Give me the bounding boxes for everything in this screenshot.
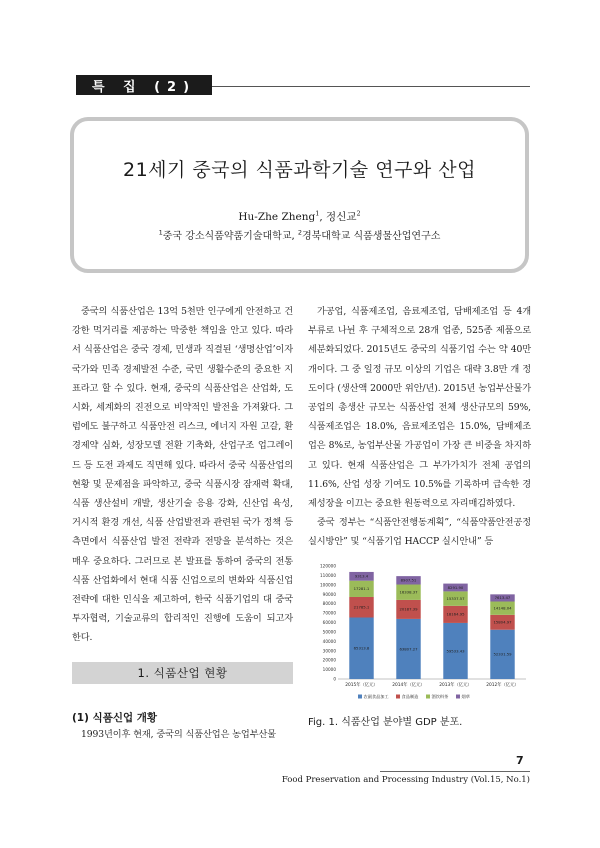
bar-value-label: 17281.1 — [353, 586, 370, 592]
right-paragraph-2: 중국 정부는 “식품안전행동계획”, “식품약품안전공정실시방안” 및 “식품기업 HACCP 실시안내” 등 — [308, 517, 531, 548]
section-body — [72, 725, 293, 744]
right-column — [308, 302, 531, 552]
bar-value-label: 18164.95 — [446, 611, 465, 617]
intro-paragraph: 중국의 식품산업은 13억 5천만 인구에게 안전하고 건강한 먹거리를 제공하는 막중한 책임을 안고 있다. 따라서 식품산업은 중국 경제, 민생과 직결된 ‘생명산업’이자 국가와 민족 경제발전 수준, 국민 생활수준의 중요한 지표라고 할 수 있다. 현재, 중국의 식품산업은 산업화, 도시화, 세계화의 진전으로 비약적인 발전을 가져왔다. 그럼에도 불구하고 식품안전 리스크, 에너지 자원 고갈, 환경제약 심화, 성장모델 전환 기축화, 산업구조 업그레이드 등 도전 과제도 직면해 있다. 따라서 중국 식품산업의 현황 및 문제점을 파악하고, 중국 식품시장 잠재력 확대, 식품 생산설비 개발, 생산기술 응용 강화, 신산업 육성, 거시적 환경 개선, 식품 산업발전과 관련된 국가 정책 등 측면에서 식품산업 발전 전략과 전망을 분석하는 것은 매우 중요하다. 그러므로 본 발표를 통하여 중국의 전통 식품 산업화에서 현대 식품 신업으로의 변화와 식품신업 전략에 대한 인식을 제고하여, 한국 식품기업의 대 중국 투자협력, 기술교류의 합리적인 진행에 도움이 되고자 한다. — [72, 306, 293, 644]
author-2-sup: 2 — [356, 209, 361, 218]
bar-value-label: 14148.04 — [493, 605, 512, 611]
y-tick-label: 10000 — [322, 667, 336, 673]
journal-citation: Food Preservation and Processing Industry (Vol.15, No.1) — [281, 775, 530, 785]
bar-value-label: 59533.43 — [446, 648, 465, 654]
bar-value-label: 8291.90 — [447, 584, 464, 590]
affiliations — [74, 227, 525, 242]
y-tick-label: 30000 — [322, 648, 336, 654]
bar-value-label: 15337.57 — [446, 595, 465, 601]
y-tick-label: 40000 — [322, 638, 336, 644]
affil-2: 경북대학교 식품생물산업연구소 — [301, 231, 441, 242]
y-tick-label: 110000 — [320, 572, 336, 578]
bar-value-label: 65313.8 — [353, 645, 370, 651]
y-tick-label: 0 — [333, 676, 336, 682]
left-column — [72, 302, 293, 648]
figure-caption: Fig. 1. 식품산업 분야별 GDP 분포. — [308, 717, 463, 728]
article-title: 21세기 중국의 식품과학기술 연구와 산업 — [123, 159, 476, 181]
bar-value-label: 9313.4 — [354, 573, 369, 579]
affil-1: 중국 강소식품약품기술대학교, — [162, 231, 298, 242]
bar-value-label: 21785.1 — [353, 604, 370, 610]
author-1: Hu-Zhe Zheng — [238, 211, 316, 223]
y-tick-label: 80000 — [322, 601, 336, 607]
legend-swatch — [358, 695, 362, 699]
legend-swatch — [426, 695, 430, 699]
x-tick-label: 2013年（亿元） — [439, 683, 472, 688]
section-first-line: 1993년이후 현재, 중국의 식품산업은 농업부산물 — [81, 729, 277, 740]
bar-value-label: 15804.97 — [493, 619, 512, 625]
x-tick-label: 2012年（亿元） — [486, 683, 519, 688]
section-heading: 1. 식품산업 현황 — [72, 662, 293, 684]
y-tick-label: 70000 — [322, 610, 336, 616]
bar-value-label: 20187.39 — [399, 606, 418, 612]
author-1-sup: 1 — [315, 209, 320, 218]
legend-label: 食品制造 — [401, 694, 419, 699]
y-tick-label: 120000 — [320, 563, 336, 569]
bar-value-label: 8907.51 — [400, 577, 417, 583]
x-tick-label: 2014年（亿元） — [392, 683, 425, 688]
author-2: 정신교 — [326, 211, 357, 223]
subsection-heading: (1) 식품신업 개황 — [72, 712, 158, 724]
header-rule — [212, 86, 530, 87]
affil-2-sup: 2 — [297, 228, 302, 237]
y-tick-label: 60000 — [322, 620, 336, 625]
y-tick-label: 20000 — [322, 657, 336, 663]
legend-swatch — [396, 695, 400, 699]
author-sep: , — [319, 211, 327, 223]
special-issue-label: 특 집 (2) — [76, 75, 212, 95]
bar-value-label: 63807.27 — [399, 646, 418, 652]
legend-label: 烟草 — [461, 694, 470, 699]
y-tick-label: 50000 — [322, 629, 336, 635]
authors — [74, 209, 525, 224]
gdp-chart — [308, 560, 531, 705]
y-tick-label: 100000 — [320, 582, 336, 588]
legend-label: 农副食品加工 — [363, 694, 389, 699]
bar-value-label: 16338.37 — [399, 589, 418, 595]
chart-svg — [308, 560, 531, 705]
bar-value-label: 52331.59 — [493, 651, 512, 657]
footer-rule — [380, 771, 530, 772]
legend-label: 酒饮料茶 — [431, 694, 449, 699]
y-tick-label: 90000 — [322, 591, 336, 597]
legend-swatch — [456, 695, 460, 699]
bar-value-label: 7613.47 — [494, 595, 511, 601]
affil-1-sup: 1 — [158, 228, 163, 237]
page-number: 7 — [516, 754, 524, 767]
x-tick-label: 2015年（亿元） — [345, 683, 378, 688]
right-paragraph-1: 가공업, 식품제조업, 음료제조업, 담배제조업 등 4개 부류로 나뉜 후 구체적으로 28개 업종, 525종 제품으로 세분화되었다. 2015년도 중국의 식품기업 수는 약 40만개이다. 그 중 일정 규모 이상의 기업은 대략 3.8만 개 정도이다 (생산액 2000만 위안/년). 2015년 농업부산물가공업의 총생산 규모는 식품산업 전체 생산규모의 59%, 식품제조업은 18.0%, 음료제조업은 15.0%, 담배제조업은 8%로, 농업부산물 가공업이 가장 큰 비중을 차지하고 있다. 현재 식품산업은 그 부가가치가 전체 공업의 11.6%, 산업 성장 기여도 10.5%를 기록하며 급속한 경제성장을 이끄는 중요한 원동력으로 자리매김하였다. — [308, 306, 531, 510]
title-box — [70, 117, 529, 273]
